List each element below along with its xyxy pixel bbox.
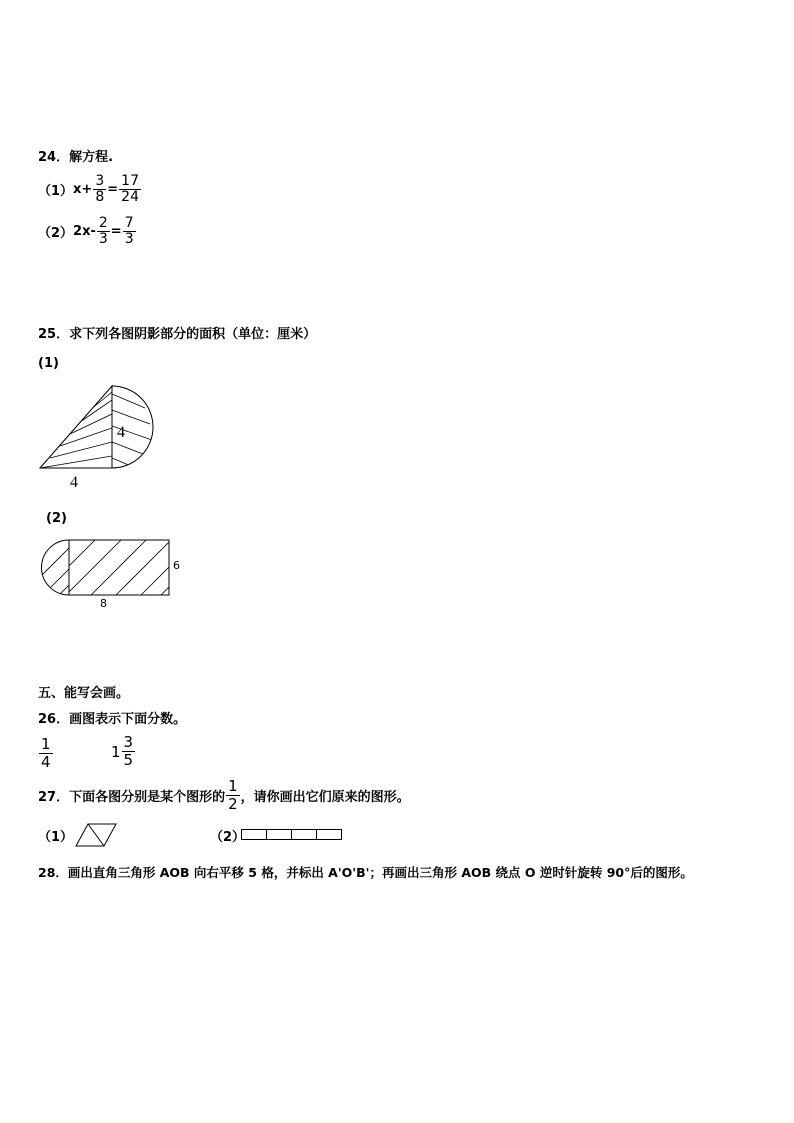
q27-title	[38, 778, 410, 813]
eq1-frac1-denominator: 8	[95, 189, 105, 205]
eq2-equals: =	[110, 224, 122, 239]
section5-title: 五、能写会画。	[38, 686, 130, 701]
q27-title-before: 27．下面各图分别是某个图形的	[38, 790, 226, 805]
eq2-frac2-numerator: 7	[124, 215, 134, 231]
eq1-frac2-denominator: 24	[121, 189, 139, 205]
fig2-length-label: 8	[100, 597, 107, 610]
q25-title: 25．求下列各图阴影部分的面积（单位：厘米）	[38, 327, 317, 342]
eq1-label: （1）	[38, 184, 74, 199]
eq1-equals: =	[107, 182, 119, 197]
q26-frac-b-numerator: 3	[123, 733, 134, 751]
eq2-label: （2）	[38, 226, 74, 241]
eq1-frac2-numerator: 17	[121, 173, 139, 189]
q26-fraction-a	[38, 734, 54, 771]
eq2-frac1-numerator: 2	[98, 215, 108, 231]
eq1-fraction-left	[93, 174, 106, 205]
q26-frac-a-numerator: 1	[41, 735, 51, 753]
eq2-frac1-denominator: 3	[98, 231, 108, 247]
fig2-semicircle-arc	[42, 540, 69, 595]
eq2-fraction-left	[97, 216, 110, 247]
eq1-variable: x+	[73, 182, 93, 197]
q25-fig2-label: (2)	[46, 511, 67, 526]
fig1-base-label: 4	[70, 474, 78, 491]
eq2-variable: 2x-	[73, 224, 96, 239]
q25-fig1-label: (1)	[38, 356, 59, 371]
fig2-semicircle-hatch	[41, 548, 69, 598]
eq2-frac2-denominator: 3	[124, 231, 134, 247]
q27-item1-parallelogram	[74, 822, 120, 848]
q24-equation-2	[38, 216, 137, 247]
q26-frac-a-denominator: 4	[41, 753, 51, 771]
q28-title: 28．画出直角三角形 AOB 向右平移 5 格，并标出 A'O'B'；再画出三角形 AOB 绕点 O 逆时针旋转 90°后的图形。	[38, 865, 693, 880]
q27-item2-label: （2）	[210, 830, 246, 845]
eq1-fraction-right	[119, 174, 141, 205]
q24-title: 24．解方程.	[38, 150, 114, 165]
q27-frac-numerator: 1	[228, 777, 238, 795]
eq1-frac1-numerator: 3	[95, 173, 105, 189]
eq2-fraction-right	[123, 216, 136, 247]
q25-figure-1	[30, 376, 170, 476]
fig2-side-label: 6	[173, 559, 180, 572]
fig1-triangle	[40, 386, 112, 468]
fig2-rect-hatch	[69, 540, 169, 595]
q27-item1-label: （1）	[38, 830, 74, 845]
q27-frac-denominator: 2	[228, 795, 238, 813]
q27-title-after: ，请你画出它们原来的图形。	[240, 790, 410, 805]
q27-item2-strip	[240, 828, 344, 842]
fig1-triangle-hatch	[40, 392, 112, 468]
q26-title: 26．画图表示下面分数。	[38, 712, 187, 727]
q26-frac-b-denominator: 5	[123, 751, 134, 769]
q26-fraction-b	[111, 734, 136, 769]
q26-frac-b-whole: 1	[111, 742, 121, 761]
q25-figure-2	[36, 536, 176, 600]
fig1-height-label: 4	[117, 424, 125, 441]
q24-equation-1	[38, 174, 142, 205]
